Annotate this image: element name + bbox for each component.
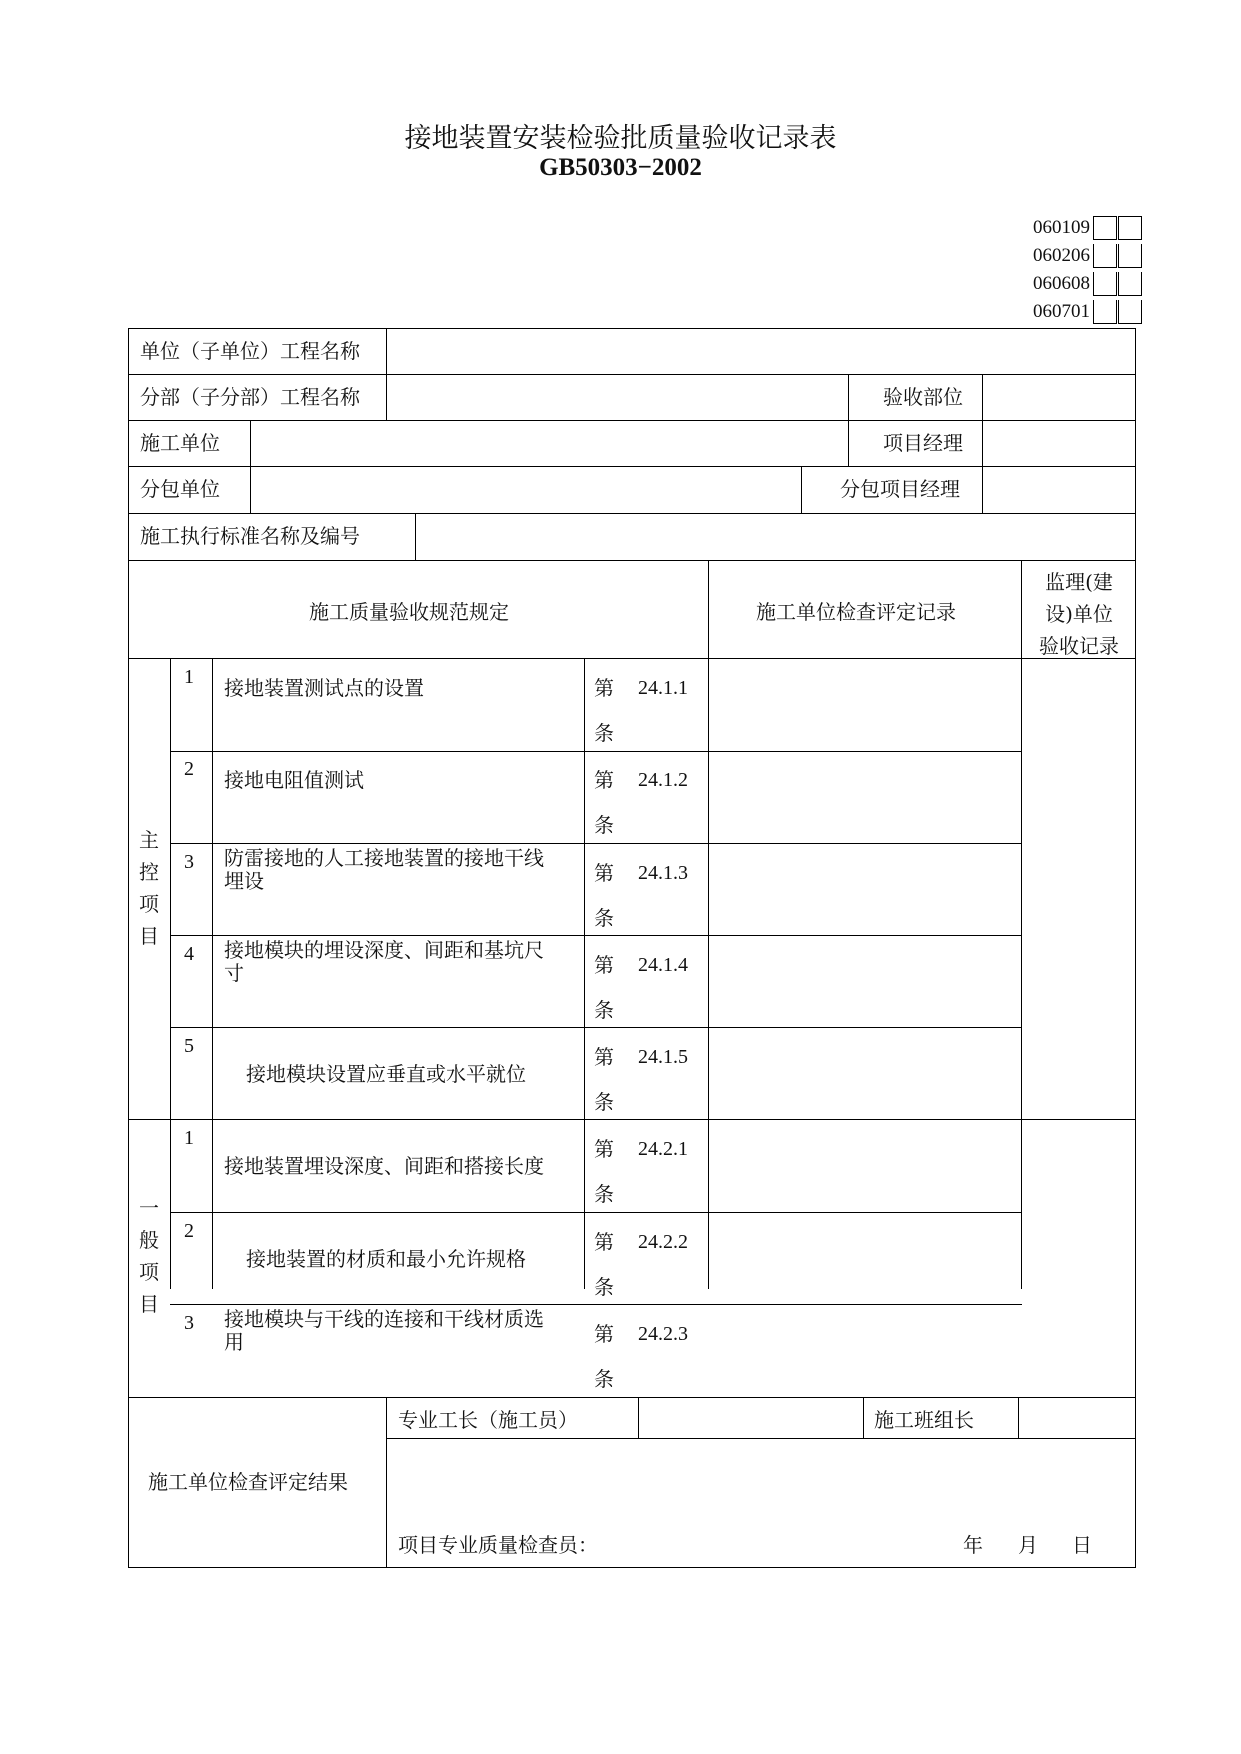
item-description: 接地模块的埋设深度、间距和基坑尺 — [224, 938, 544, 962]
item-number: 4 — [184, 943, 194, 965]
clause-number: 24.2.3 — [638, 1323, 688, 1345]
row-divider — [128, 420, 1136, 421]
row-divider — [170, 843, 1022, 844]
clause-prefix: 第 — [594, 953, 614, 977]
code-checkbox[interactable] — [1118, 272, 1142, 296]
supervision-header-line: 监理(建 — [1045, 570, 1113, 594]
row-divider — [128, 658, 1136, 659]
clause-suffix: 条 — [594, 1275, 614, 1299]
supervision-record-header — [1034, 566, 1124, 662]
construction-result-label: 施工单位检查评定结果 — [148, 1470, 348, 1494]
item-description: 接地电阻值测试 — [224, 768, 364, 792]
clause-suffix: 条 — [594, 998, 614, 1022]
code-number: 060109 — [1033, 217, 1090, 238]
code-number: 060701 — [1033, 301, 1090, 322]
col-divider — [1018, 1397, 1019, 1438]
date-day-label: 日 — [1072, 1533, 1092, 1557]
clause-prefix: 第 — [594, 676, 614, 700]
code-row — [1010, 242, 1142, 270]
general-items-group-label — [139, 1192, 159, 1320]
project-name-label: 单位（子单位）工程名称 — [140, 339, 360, 363]
item-description: 接地模块设置应垂直或水平就位 — [246, 1062, 526, 1086]
item-description: 用 — [224, 1330, 244, 1354]
date-month-label: 月 — [1018, 1533, 1038, 1557]
col-divider — [863, 1397, 864, 1438]
clause-prefix: 第 — [594, 1045, 614, 1069]
clause-suffix: 条 — [594, 721, 614, 745]
group-char: 主 — [139, 828, 159, 852]
row-divider — [128, 1119, 1136, 1120]
col-divider — [708, 560, 709, 1289]
clause-number: 24.1.4 — [638, 954, 688, 976]
clause-number: 24.1.5 — [638, 1046, 688, 1068]
code-checkbox[interactable] — [1118, 300, 1142, 324]
item-description: 接地装置测试点的设置 — [224, 676, 424, 700]
item-number: 2 — [184, 1220, 194, 1242]
clause-suffix: 条 — [594, 906, 614, 930]
clause-suffix: 条 — [594, 1367, 614, 1391]
acceptance-part-label: 验收部位 — [883, 385, 963, 409]
code-checkbox[interactable] — [1118, 216, 1142, 240]
col-divider — [212, 658, 213, 1289]
code-number: 060608 — [1033, 273, 1090, 294]
col-divider — [801, 466, 802, 513]
standard-label: 施工执行标准名称及编号 — [140, 524, 360, 548]
col-divider — [250, 420, 251, 513]
col-divider — [638, 1397, 639, 1438]
group-char: 目 — [139, 1292, 159, 1316]
row-divider — [170, 1304, 1022, 1305]
group-char: 一 — [139, 1196, 159, 1220]
row-divider — [170, 935, 1022, 936]
table-border — [128, 1567, 1136, 1568]
group-char: 项 — [139, 1260, 159, 1284]
foreman-label: 专业工长（施工员） — [398, 1408, 578, 1432]
code-checkbox[interactable] — [1093, 216, 1117, 240]
item-description: 防雷接地的人工接地装置的接地干线 — [224, 846, 544, 870]
code-checkbox[interactable] — [1093, 300, 1117, 324]
item-number: 1 — [184, 666, 194, 688]
supervision-header-line: 验收记录 — [1039, 634, 1119, 658]
item-description: 寸 — [224, 961, 244, 985]
col-divider — [386, 328, 387, 420]
code-number: 060206 — [1033, 245, 1090, 266]
clause-prefix: 第 — [594, 768, 614, 792]
table-border — [128, 328, 129, 1568]
group-char: 项 — [139, 892, 159, 916]
item-number: 2 — [184, 758, 194, 780]
col-divider — [982, 374, 983, 513]
row-divider — [128, 466, 1136, 467]
subcontract-unit-label: 分包单位 — [140, 477, 220, 501]
subproject-name-label: 分部（子分部）工程名称 — [140, 385, 360, 409]
clause-number: 24.1.1 — [638, 677, 688, 699]
subcontract-manager-label: 分包项目经理 — [840, 477, 960, 501]
col-divider — [386, 1397, 387, 1568]
project-manager-label: 项目经理 — [883, 431, 963, 455]
group-char: 般 — [139, 1228, 159, 1252]
clause-prefix: 第 — [594, 1137, 614, 1161]
spec-column-header: 施工质量验收规范规定 — [309, 600, 509, 624]
construction-record-header: 施工单位检查评定记录 — [756, 600, 956, 624]
item-number: 5 — [184, 1035, 194, 1057]
date-year-label: 年 — [963, 1533, 983, 1557]
clause-number: 24.2.1 — [638, 1138, 688, 1160]
clause-prefix: 第 — [594, 861, 614, 885]
clause-number: 24.1.2 — [638, 769, 688, 791]
code-row — [1010, 214, 1142, 242]
item-description: 埋设 — [224, 869, 264, 893]
row-divider — [170, 751, 1022, 752]
quality-inspector-label: 项目专业质量检查员： — [398, 1533, 598, 1557]
col-divider — [584, 658, 585, 1289]
clause-prefix: 第 — [594, 1230, 614, 1254]
clause-number: 24.1.3 — [638, 862, 688, 884]
clause-suffix: 条 — [594, 1182, 614, 1206]
code-checkbox[interactable] — [1118, 244, 1142, 268]
row-divider — [170, 1027, 1022, 1028]
clause-prefix: 第 — [594, 1322, 614, 1346]
form-code-list — [1010, 214, 1142, 326]
team-leader-label: 施工班组长 — [874, 1408, 974, 1432]
clause-number: 24.2.2 — [638, 1231, 688, 1253]
row-divider — [128, 513, 1136, 514]
clause-suffix: 条 — [594, 1090, 614, 1114]
row-divider — [128, 560, 1136, 561]
row-divider — [386, 1438, 1136, 1439]
table-border — [128, 328, 1136, 329]
item-number: 3 — [184, 851, 194, 873]
group-char: 目 — [139, 924, 159, 948]
group-char: 控 — [139, 860, 159, 884]
clause-suffix: 条 — [594, 813, 614, 837]
item-description: 接地模块与干线的连接和干线材质选 — [224, 1307, 544, 1331]
acceptance-record-table — [128, 328, 1136, 1568]
main-items-group-label — [139, 824, 159, 952]
standard-code: GB50303−2002 — [539, 154, 702, 181]
item-description: 接地装置的材质和最小允许规格 — [246, 1247, 526, 1271]
code-checkbox[interactable] — [1093, 244, 1117, 268]
code-row — [1010, 270, 1142, 298]
form-title: 接地装置安装检验批质量验收记录表 — [404, 123, 837, 154]
row-divider — [128, 1397, 1136, 1398]
supervision-header-line: 设)单位 — [1045, 602, 1113, 626]
item-description: 接地装置埋设深度、间距和搭接长度 — [224, 1154, 544, 1178]
code-row — [1010, 298, 1142, 326]
code-checkbox[interactable] — [1093, 272, 1117, 296]
col-divider — [415, 513, 416, 560]
col-divider — [1021, 560, 1022, 1289]
construction-unit-label: 施工单位 — [140, 431, 220, 455]
col-divider — [170, 658, 171, 1289]
table-border — [1135, 328, 1136, 1568]
row-divider — [128, 374, 1136, 375]
row-divider — [170, 1212, 1022, 1213]
col-divider — [848, 374, 849, 466]
item-number: 1 — [184, 1127, 194, 1149]
item-number: 3 — [184, 1312, 194, 1334]
